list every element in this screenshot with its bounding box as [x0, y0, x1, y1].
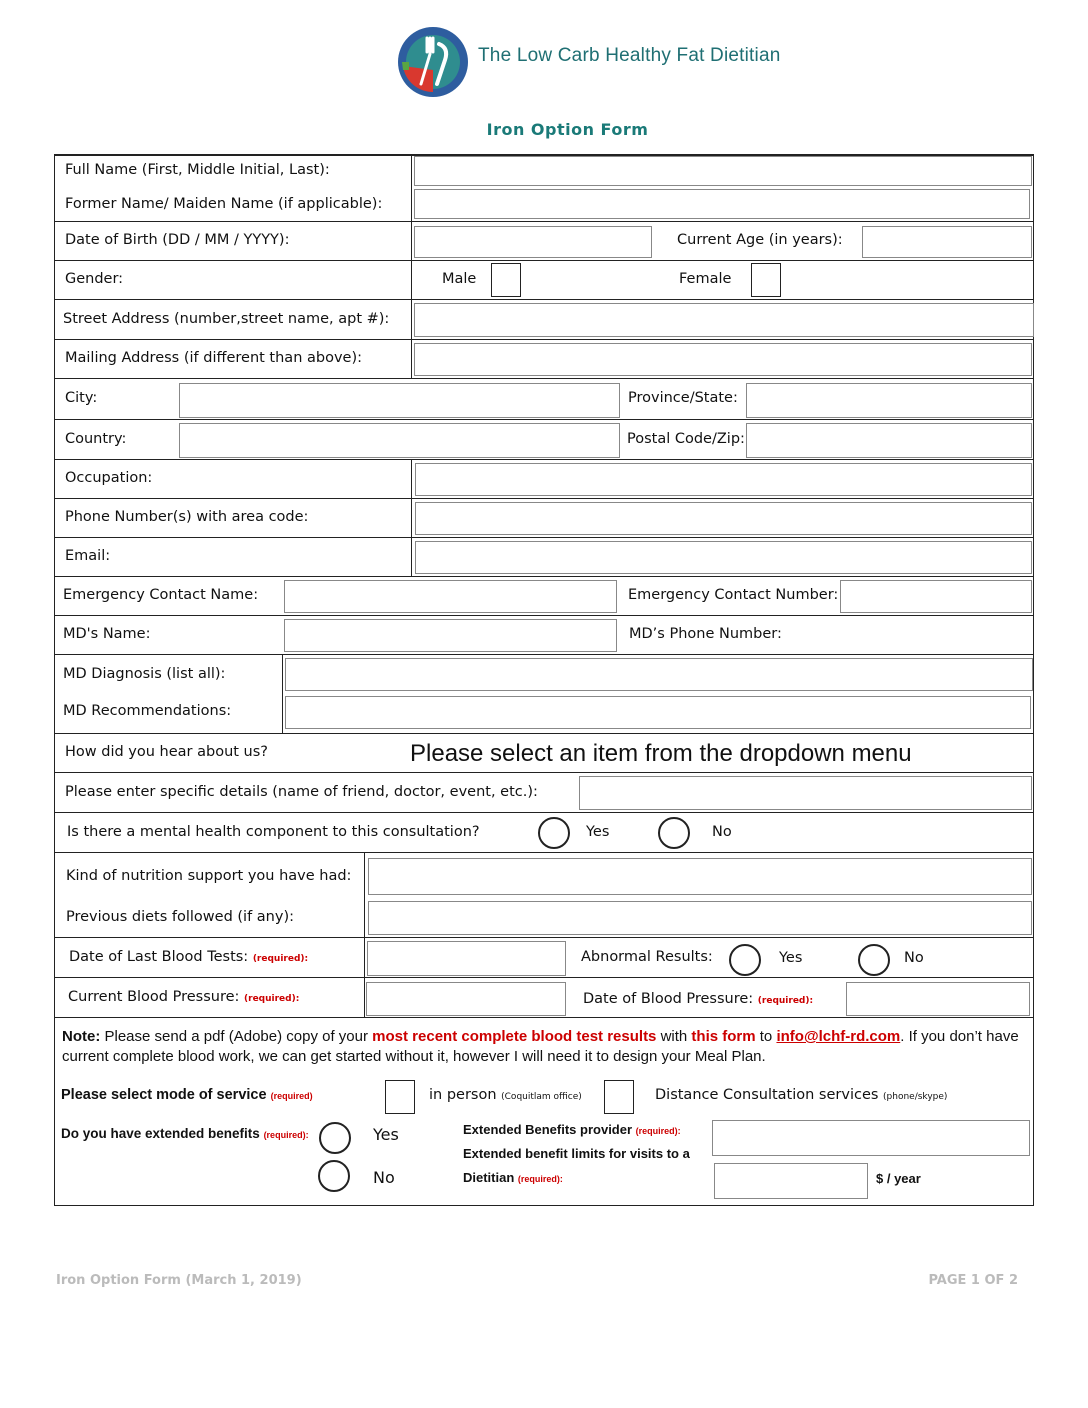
- full-name-input[interactable]: [414, 156, 1032, 186]
- occupation-label: Occupation:: [65, 470, 153, 486]
- limits-input[interactable]: [714, 1163, 868, 1199]
- abnormal-yes-label: Yes: [779, 950, 803, 966]
- md-name-input[interactable]: [284, 619, 617, 652]
- md-recommendations-label: MD Recommendations:: [63, 703, 232, 719]
- provider-label: Extended Benefits provider (required):: [463, 1122, 681, 1137]
- benefits-yes-radio[interactable]: [319, 1122, 351, 1154]
- province-input[interactable]: [746, 383, 1032, 418]
- last-blood-tests-input[interactable]: [367, 941, 566, 976]
- specific-details-label: Please enter specific details (name of friend, doctor, event, etc.):: [65, 784, 538, 800]
- phone-label: Phone Number(s) with area code:: [65, 509, 309, 525]
- md-diagnosis-input[interactable]: [285, 658, 1033, 691]
- md-recommendations-input[interactable]: [285, 696, 1031, 729]
- provider-input[interactable]: [712, 1120, 1030, 1156]
- female-checkbox[interactable]: [751, 263, 781, 297]
- abnormal-no-label: No: [904, 950, 924, 966]
- full-name-label: Full Name (First, Middle Initial, Last):: [65, 162, 330, 178]
- emergency-number-label: Emergency Contact Number:: [628, 587, 839, 603]
- abnormal-results-label: Abnormal Results:: [581, 949, 713, 965]
- benefits-no-radio[interactable]: [318, 1160, 350, 1192]
- hear-about-label: How did you hear about us?: [65, 744, 268, 760]
- benefits-no-label: No: [373, 1168, 395, 1187]
- male-label: Male: [442, 271, 477, 287]
- distance-checkbox[interactable]: [604, 1080, 634, 1114]
- last-blood-tests-label: Date of Last Blood Tests: (required):: [69, 949, 309, 965]
- current-bp-input[interactable]: [366, 982, 566, 1016]
- city-label: City:: [65, 390, 98, 406]
- limits-label-line2: Dietitian (required):: [463, 1170, 563, 1185]
- form-title: Iron Option Form: [486, 120, 649, 139]
- previous-diets-label: Previous diets followed (if any):: [66, 909, 294, 925]
- mental-health-yes-label: Yes: [586, 824, 610, 840]
- phone-input[interactable]: [415, 502, 1032, 535]
- in-person-checkbox[interactable]: [385, 1080, 415, 1114]
- mental-health-no-label: No: [712, 824, 732, 840]
- abnormal-no-radio[interactable]: [858, 944, 890, 976]
- md-diagnosis-label: MD Diagnosis (list all):: [63, 666, 226, 682]
- footer-page-number: PAGE 1 OF 2: [928, 1273, 1018, 1288]
- mental-health-yes-radio[interactable]: [538, 817, 570, 849]
- current-age-input[interactable]: [862, 226, 1032, 258]
- mailing-input[interactable]: [414, 343, 1032, 376]
- previous-diets-input[interactable]: [368, 901, 1032, 935]
- brand-name: The Low Carb Healthy Fat Dietitian: [478, 45, 781, 66]
- benefits-label: Do you have extended benefits (required):: [61, 1126, 309, 1141]
- street-label: Street Address (number,street name, apt #):: [63, 311, 390, 327]
- street-input[interactable]: [414, 303, 1034, 337]
- date-bp-input[interactable]: [846, 982, 1030, 1016]
- postal-input[interactable]: [746, 423, 1032, 458]
- specific-details-input[interactable]: [579, 776, 1032, 810]
- hear-about-dropdown[interactable]: Please select an item from the dropdown menu: [410, 740, 912, 767]
- former-name-label: Former Name/ Maiden Name (if applicable):: [65, 196, 383, 212]
- row-gender: [54, 261, 1034, 300]
- md-name-label: MD's Name:: [63, 626, 151, 642]
- female-label: Female: [679, 271, 732, 287]
- dob-input[interactable]: [414, 226, 652, 258]
- city-input[interactable]: [179, 383, 620, 418]
- occupation-input[interactable]: [415, 463, 1032, 496]
- emergency-name-input[interactable]: [284, 580, 617, 613]
- postal-label: Postal Code/Zip:: [627, 431, 745, 447]
- nutrition-support-input[interactable]: [368, 858, 1032, 895]
- footer-form-name: Iron Option Form (March 1, 2019): [56, 1273, 302, 1288]
- benefits-yes-label: Yes: [373, 1125, 399, 1144]
- emergency-number-input[interactable]: [840, 580, 1032, 613]
- limits-label-line1: Extended benefit limits for visits to a: [463, 1146, 690, 1161]
- male-checkbox[interactable]: [491, 263, 521, 297]
- logo-icon: [397, 26, 469, 98]
- per-year-label: $ / year: [876, 1171, 921, 1186]
- country-label: Country:: [65, 431, 127, 447]
- mailing-label: Mailing Address (if different than above):: [65, 350, 362, 366]
- current-age-label: Current Age (in years):: [677, 232, 843, 248]
- gender-label: Gender:: [65, 271, 124, 287]
- current-bp-label: Current Blood Pressure: (required):: [68, 989, 300, 1005]
- mental-health-label: Is there a mental health component to this consultation?: [67, 824, 480, 840]
- dob-label: Date of Birth (DD / MM / YYYY):: [65, 232, 290, 248]
- in-person-label: in person (Coquitlam office): [429, 1087, 582, 1103]
- date-bp-label: Date of Blood Pressure: (required):: [583, 991, 814, 1007]
- abnormal-yes-radio[interactable]: [729, 944, 761, 976]
- former-name-input[interactable]: [414, 189, 1030, 219]
- email-input[interactable]: [415, 541, 1032, 574]
- email-label: Email:: [65, 548, 111, 564]
- md-phone-label: MD’s Phone Number:: [629, 626, 782, 642]
- distance-label: Distance Consultation services (phone/skype): [655, 1087, 948, 1103]
- emergency-name-label: Emergency Contact Name:: [63, 587, 259, 603]
- country-input[interactable]: [179, 423, 620, 458]
- service-label: Please select mode of service (required): [61, 1087, 313, 1103]
- province-label: Province/State:: [628, 390, 738, 406]
- email-link[interactable]: info@lchf-rd.com: [776, 1028, 901, 1045]
- mental-health-no-radio[interactable]: [658, 817, 690, 849]
- note-text: Note: Please send a pdf (Adobe) copy of your most recent complete blood test results with this form to info@lchf-rd.com. If you don’t have current complete blood work, we can get started without it, however I will need it to design your Meal Plan.: [62, 1028, 1019, 1065]
- nutrition-support-label: Kind of nutrition support you have had:: [66, 868, 352, 884]
